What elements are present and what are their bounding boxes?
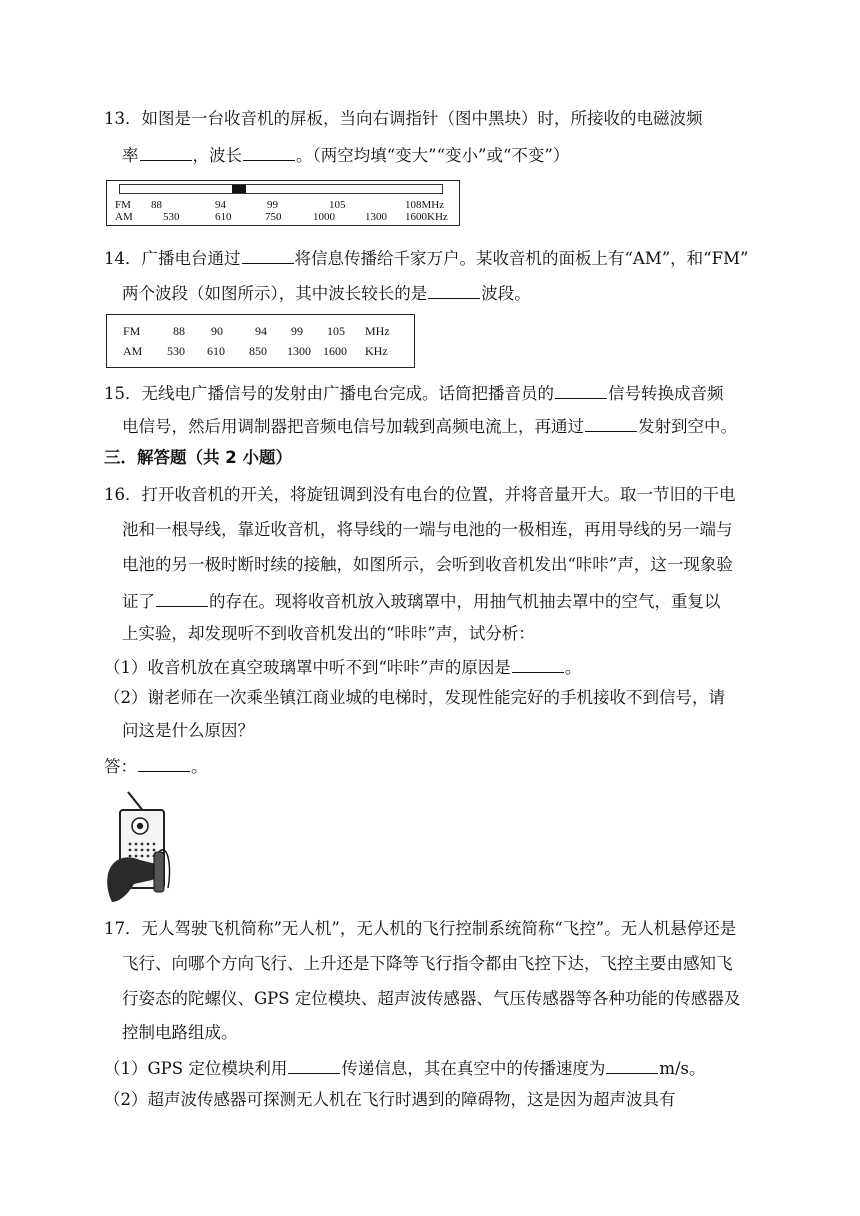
q16-line5 (122, 622, 535, 646)
q16-sub2-text-2: 问这是什么原因？ (122, 721, 254, 740)
q16-text-2: 池和一根导线，靠近收音机，将导线的一端与电池的一极相连，再用导线的另一端与 (122, 520, 733, 539)
q16-text-4a: 证了 (122, 592, 155, 611)
dial-am-value: 530 (163, 211, 180, 223)
dial-am-value: 750 (265, 211, 282, 223)
q13-blank-frequency[interactable] (140, 142, 192, 161)
q16-line2 (122, 518, 733, 542)
q17-line1 (104, 917, 736, 941)
panel-fm-label: FM (123, 324, 141, 338)
dial-fm-value: 99 (267, 199, 278, 211)
q17-blank-medium[interactable] (288, 1055, 340, 1074)
panel-fm-value: 94 (255, 324, 267, 338)
q15-text-2b: 发射到空中。 (638, 417, 737, 436)
dial-fm-value: 105 (329, 199, 346, 211)
q15-line1 (104, 380, 724, 406)
q16-blank-answer[interactable] (138, 753, 190, 772)
q16-answer-line (104, 753, 208, 779)
q15-blank-emitter[interactable] (585, 413, 637, 432)
q14-text-1a: 14．广播电台通过 (104, 249, 241, 268)
q17-sub2 (104, 1088, 676, 1112)
q13-line2 (122, 142, 569, 168)
q13-line1 (104, 107, 703, 131)
q17-text-2: 飞行、向哪个方向飞行、上升还是下降等飞行指令都由飞控下达，飞控主要由感知飞 (122, 954, 733, 973)
panel-am-row (107, 344, 414, 358)
q13-blank-wavelength[interactable] (243, 142, 295, 161)
radio-battery-illustration (106, 788, 176, 906)
q14-blank-band[interactable] (428, 280, 480, 299)
dial-am-value: 1300 (365, 211, 387, 223)
dial-am-value: 1600KHz (405, 211, 448, 223)
panel-am-value: 610 (207, 344, 225, 358)
q17-text-4: 控制电路组成。 (122, 1023, 238, 1042)
q14-text-2a: 两个波段（如图所示），其中波长较长的是 (122, 284, 428, 303)
q14-radio-panel-figure (106, 314, 415, 368)
q17-line3 (122, 987, 740, 1011)
dial-fm-label: FM (115, 199, 131, 211)
panel-am-value: 530 (167, 344, 185, 358)
panel-fm-unit: MHz (365, 324, 390, 338)
q16-answer-label: 答： (104, 757, 137, 776)
q14-text-1b: 将信息传播给千家万户。某收音机的面板上有“AM”，和“FM” (294, 249, 749, 268)
panel-am-label: AM (123, 344, 143, 358)
q16-blank-reason[interactable] (512, 654, 564, 673)
q13-text-2c: 。（两空均填“变大”“变小”或“不变”） (296, 146, 570, 165)
q14-line1 (104, 245, 748, 271)
panel-fm-value: 88 (173, 324, 185, 338)
q15-text-1a: 15．无线电广播信号的发射由广播电台完成。话筒把播音员的 (104, 384, 554, 403)
dial-am-value: 1000 (313, 211, 335, 223)
q15-text-2a: 电信号，然后用调制器把音频电信号加载到高频电流上，再通过 (122, 417, 584, 436)
q16-sub1-text: （1）收音机放在真空玻璃罩中听不到“咔咔”声的原因是 (104, 658, 511, 677)
q13-text-1: 13．如图是一台收音机的屏板，当向右调指针（图中黑块）时，所接收的电磁波频 (104, 109, 703, 128)
panel-am-value: 850 (249, 344, 267, 358)
panel-am-value: 1300 (287, 344, 311, 358)
dial-am-label: AM (115, 211, 133, 223)
q17-line2 (122, 952, 733, 976)
panel-am-unit: KHz (365, 344, 388, 358)
q17-sub1 (104, 1055, 706, 1081)
q16-text-3: 电池的另一极时断时续的接触，如图所示，会听到收音机发出“咔咔”声，这一现象验 (122, 555, 733, 574)
q17-sub1-unit: m/s。 (659, 1059, 706, 1078)
panel-fm-row (107, 324, 414, 338)
dial-am-row (107, 211, 459, 223)
section-heading-text: 三．解答题（共 2 小题） (104, 448, 292, 467)
q14-text-2b: 波段。 (481, 284, 531, 303)
q16-answer-end: 。 (191, 757, 208, 776)
dial-scale (119, 184, 443, 194)
q13-text-2a: 率 (122, 146, 139, 165)
dial-pointer (232, 185, 246, 193)
panel-fm-value: 90 (211, 324, 223, 338)
q17-blank-speed[interactable] (606, 1055, 658, 1074)
dial-fm-value: 94 (215, 199, 226, 211)
q15-line2 (122, 413, 737, 439)
q17-line4 (122, 1021, 238, 1045)
q14-line2 (122, 280, 531, 306)
q16-sub2-line1 (104, 686, 725, 710)
q17-text-3: 行姿态的陀螺仪、GPS 定位模块、超声波传感器、气压传感器等各种功能的传感器及 (122, 989, 741, 1008)
panel-fm-value: 99 (291, 324, 303, 338)
q14-blank-medium[interactable] (242, 245, 294, 264)
q15-blank-signal[interactable] (555, 380, 607, 399)
q16-text-4b: 的存在。现将收音机放入玻璃罩中，用抽气机抽去罩中的空气，重复以 (209, 592, 721, 611)
q17-text-1: 17．无人驾驶飞机简称”无人机”，无人机的飞行控制系统简称“飞控”。无人机悬停还是 (104, 919, 737, 938)
q16-sub2-text: （2）谢老师在一次乘坐镇江商业城的电梯时，发现性能完好的手机接收不到信号，请 (104, 688, 725, 707)
q16-text-1: 16．打开收音机的开关，将旋钮调到没有电台的位置，并将音量开大。取一节旧的干电 (104, 485, 736, 504)
q16-sub1-end: 。 (564, 658, 582, 677)
dial-am-value: 610 (215, 211, 232, 223)
q16-line4 (122, 588, 721, 614)
dial-fm-row (107, 199, 459, 211)
q16-blank-wave[interactable] (156, 588, 208, 607)
q16-text-5: 上实验，却发现听不到收音机发出的“咔咔”声，试分析： (122, 624, 535, 643)
q16-line1 (104, 483, 736, 507)
q16-line3 (122, 553, 733, 577)
q17-sub2-text: （2）超声波传感器可探测无人机在飞行时遇到的障碍物，这是因为超声波具有 (104, 1090, 676, 1109)
q16-sub1 (104, 654, 581, 680)
q15-text-1b: 信号转换成音频 (608, 384, 724, 403)
panel-fm-value: 105 (327, 324, 345, 338)
dial-fm-value: 108MHz (405, 199, 445, 211)
q16-sub2-line2 (122, 719, 254, 743)
q13-radio-dial-figure (106, 180, 460, 226)
section-heading (104, 446, 292, 470)
q13-text-2b: ，波长 (192, 146, 242, 165)
q17-sub1-text-b: 传递信息，其在真空中的传播速度为 (341, 1059, 606, 1078)
panel-am-value: 1600 (323, 344, 347, 358)
dial-fm-value: 88 (151, 199, 162, 211)
q17-sub1-text-a: （1）GPS 定位模块利用 (104, 1059, 288, 1078)
